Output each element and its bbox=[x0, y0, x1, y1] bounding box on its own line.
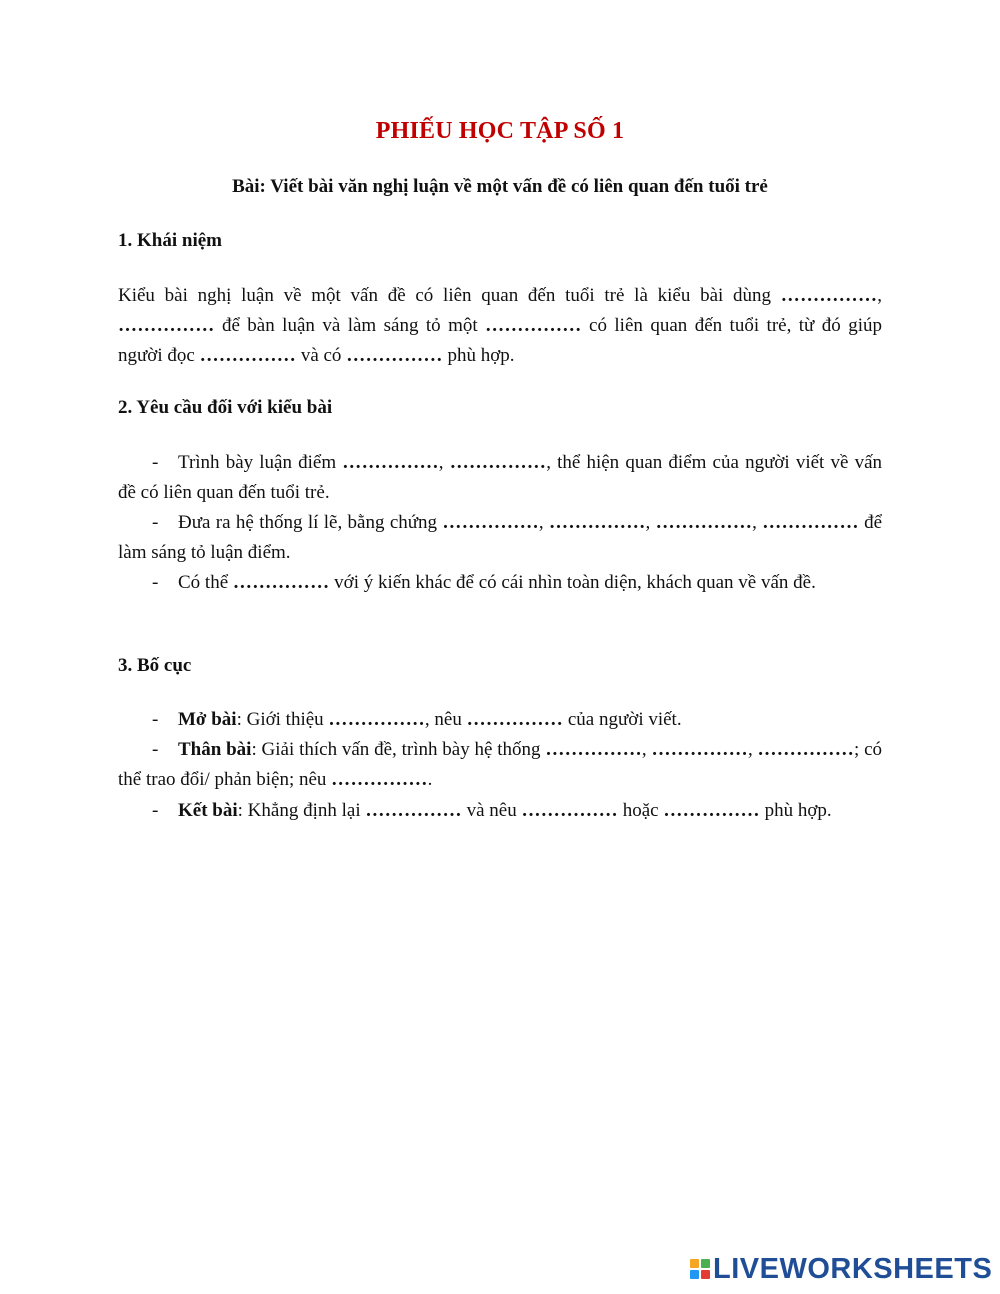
blank-field[interactable]: …………… bbox=[232, 572, 330, 593]
logo-square-blue bbox=[690, 1270, 699, 1279]
section-1-paragraph: Kiểu bài nghị luận về một vấn đề có liên quan đến tuổi trẻ là kiểu bài dùng ……………, …………… để bàn luận và làm sáng tỏ một …………… có liên quan đến tuổi trẻ, từ đó giúp người đọc …………… và có …………… phù hợp. bbox=[118, 285, 883, 366]
requirement-item-3: - Có thể …………… với ý kiến khác để có cái nhìn toàn diện, khách quan về vấn đề. bbox=[152, 572, 816, 593]
logo-square-orange bbox=[690, 1259, 699, 1268]
section-3-heading: 3. Bố cục bbox=[118, 655, 192, 676]
section-2-heading: 2. Yêu cầu đối với kiểu bài bbox=[118, 397, 333, 418]
layout-item-conclusion: - Kết bài: Khẳng định lại …………… và nêu …………… hoặc …………… phù hợp. bbox=[152, 800, 832, 821]
liveworksheets-logo-icon bbox=[690, 1259, 710, 1279]
blank-field[interactable]: …………… bbox=[346, 345, 443, 366]
worksheet-title: PHIẾU HỌC TẬP SỐ 1 bbox=[375, 118, 625, 144]
logo-text: LIVEWORKSHEETS bbox=[713, 1252, 993, 1285]
blank-field[interactable]: …………… bbox=[449, 452, 547, 473]
blank-field[interactable]: …………… bbox=[651, 739, 748, 760]
blank-field[interactable]: …………… bbox=[328, 709, 425, 730]
blank-field[interactable]: …………… bbox=[118, 315, 215, 336]
blank-field[interactable]: …………… bbox=[485, 315, 582, 336]
blank-field[interactable]: …………… bbox=[331, 769, 428, 790]
blank-field[interactable]: …………… bbox=[545, 739, 642, 760]
blank-field[interactable]: …………… bbox=[521, 800, 618, 821]
layout-item-body: - Thân bài: Giải thích vấn đề, trình bày hệ thống ……………, ……………, ……………; có thể trao đổi/ phản biện; nêu ……………. bbox=[118, 739, 883, 790]
liveworksheets-logo[interactable] bbox=[690, 1252, 992, 1286]
blank-field[interactable]: …………… bbox=[342, 452, 439, 473]
logo-square-green bbox=[701, 1259, 710, 1268]
blank-field[interactable]: …………… bbox=[199, 345, 297, 366]
blank-field[interactable]: …………… bbox=[663, 800, 760, 821]
blank-field[interactable]: …………… bbox=[780, 285, 878, 306]
layout-item-intro: - Mở bài: Giới thiệu ……………, nêu …………… của người viết. bbox=[152, 709, 682, 730]
section-1-heading: 1. Khái niệm bbox=[118, 230, 222, 251]
blank-field[interactable]: …………… bbox=[655, 512, 753, 533]
requirement-item-2: - Đưa ra hệ thống lí lẽ, bằng chứng ……………, ……………, ……………, …………… để làm sáng tỏ luận điểm. bbox=[118, 512, 883, 563]
requirement-item-1: - Trình bày luận điểm ……………, ……………, thể hiện quan điểm của người viết về vấn đề có liên quan đến tuổi trẻ. bbox=[118, 452, 883, 503]
worksheet-subtitle: Bài: Viết bài văn nghị luận về một vấn đề có liên quan đến tuổi trẻ bbox=[232, 176, 768, 197]
blank-field[interactable]: …………… bbox=[757, 739, 854, 760]
logo-square-red bbox=[701, 1270, 710, 1279]
blank-field[interactable]: …………… bbox=[762, 512, 859, 533]
blank-field[interactable]: …………… bbox=[365, 800, 462, 821]
blank-field[interactable]: …………… bbox=[466, 709, 564, 730]
blank-field[interactable]: …………… bbox=[549, 512, 646, 533]
blank-field[interactable]: …………… bbox=[442, 512, 539, 533]
